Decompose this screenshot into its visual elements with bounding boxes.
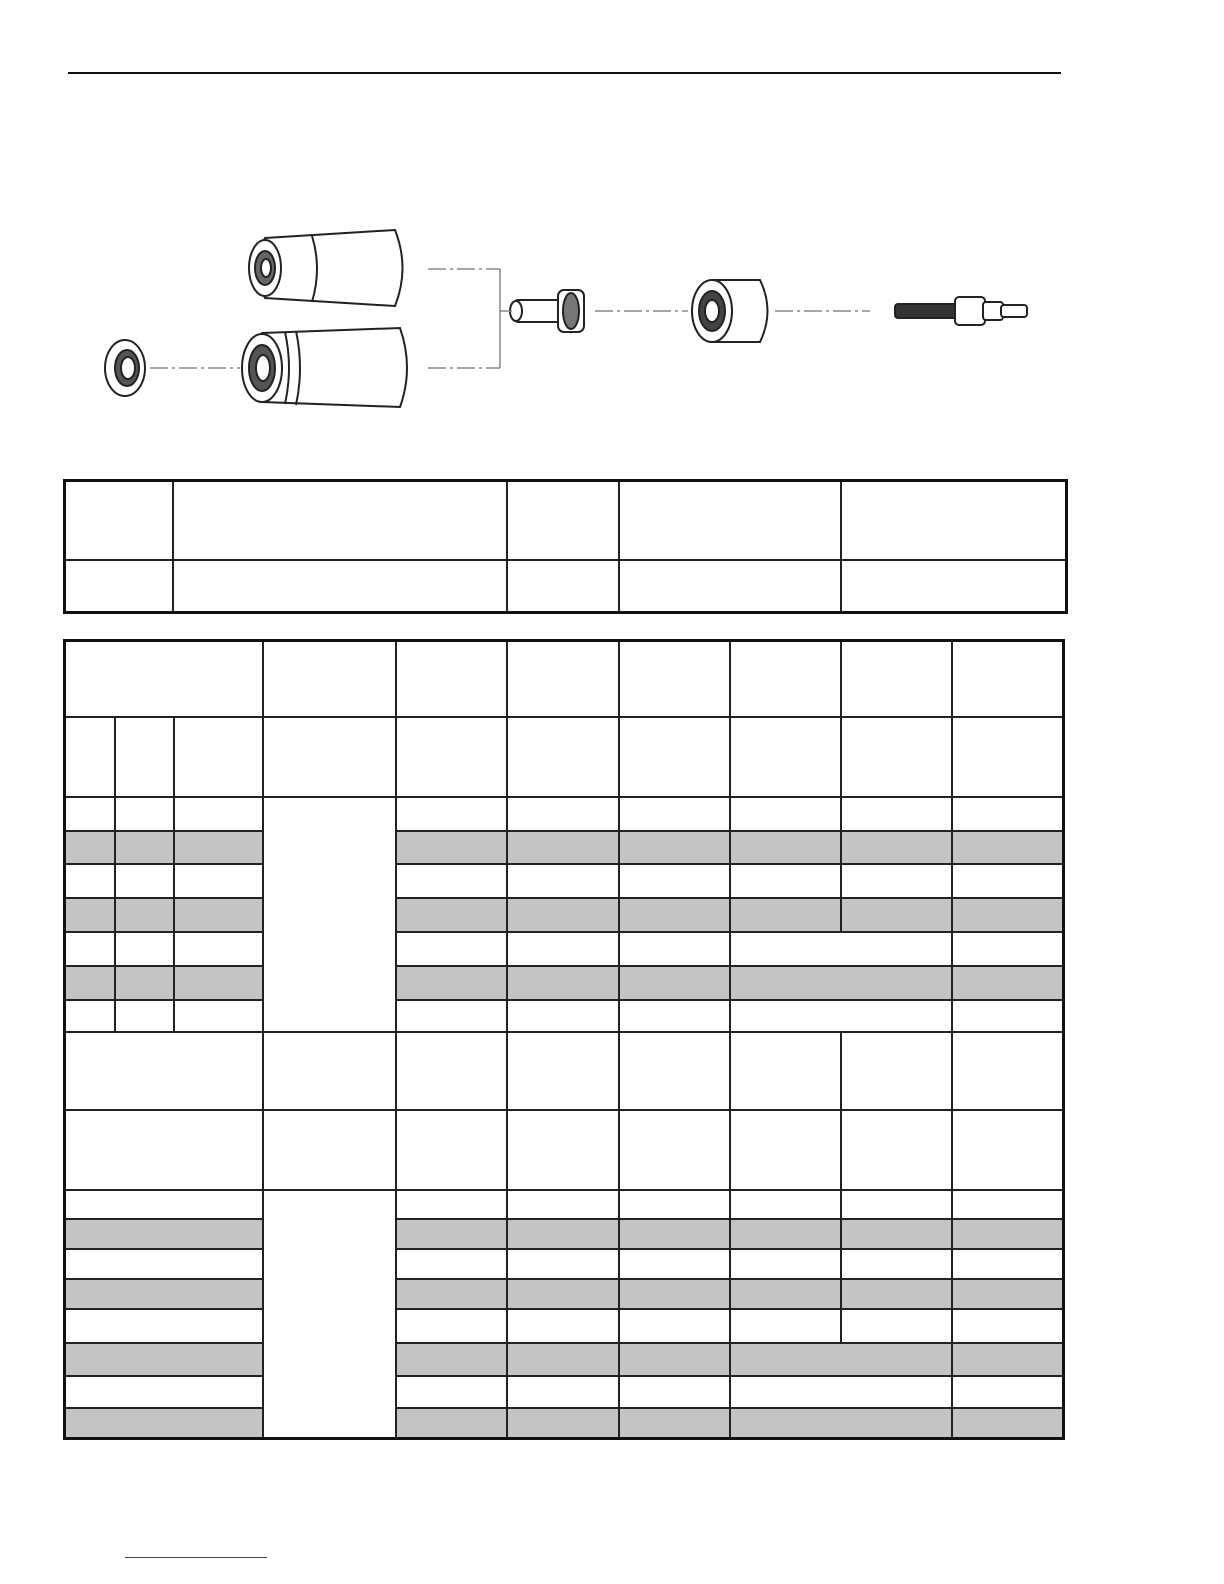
cut-chart-table [63, 639, 1065, 1440]
cell [65, 797, 115, 831]
cell [730, 797, 841, 831]
header-cell [507, 1032, 619, 1110]
cell [115, 864, 174, 898]
cell [65, 831, 115, 864]
assembly-bracket [500, 269, 512, 368]
spec-header-cell [173, 481, 507, 560]
cell [65, 1279, 263, 1309]
cell [396, 1190, 507, 1219]
subheader-cell [65, 1110, 263, 1190]
cell [730, 1309, 841, 1343]
cell [730, 1249, 841, 1279]
cell [841, 1219, 952, 1249]
section2-header-row [65, 1032, 1064, 1110]
cell [952, 1219, 1064, 1249]
cell [507, 1219, 619, 1249]
merged-cell [730, 1343, 952, 1376]
cell [174, 932, 263, 966]
deflector-ring-icon [105, 340, 145, 396]
cell [65, 1000, 115, 1032]
merged-cell [730, 1376, 952, 1408]
header-cell [507, 641, 619, 717]
merged-cell [730, 1408, 952, 1439]
cell [115, 797, 174, 831]
cell [507, 1309, 619, 1343]
cell [115, 966, 174, 1000]
cell [730, 1279, 841, 1309]
cell [396, 831, 507, 864]
subheader-cell [263, 1110, 396, 1190]
cell [65, 1249, 263, 1279]
cell [619, 1343, 730, 1376]
cell [507, 1376, 619, 1408]
cell [174, 1000, 263, 1032]
cell [396, 1376, 507, 1408]
cell [507, 864, 619, 898]
table-row [65, 1279, 1064, 1309]
table-row [65, 864, 1064, 898]
cell [65, 1309, 263, 1343]
spec-cell [173, 560, 507, 613]
cell [952, 966, 1064, 1000]
spec-cell [65, 560, 173, 613]
cell [619, 1219, 730, 1249]
table-row [65, 1219, 1064, 1249]
subheader-cell [841, 717, 952, 797]
subheader-cell [841, 1110, 952, 1190]
cell [396, 797, 507, 831]
header-cell [65, 1032, 263, 1110]
cell [952, 1408, 1064, 1439]
table-row [65, 1376, 1064, 1408]
cell [730, 898, 841, 932]
cell [65, 1190, 263, 1219]
cell [174, 966, 263, 1000]
table-row [65, 1249, 1064, 1279]
subheader-cell [65, 717, 115, 797]
cell [396, 1249, 507, 1279]
table-row [65, 898, 1064, 932]
header-cell [841, 641, 952, 717]
cell [65, 932, 115, 966]
cell [952, 1309, 1064, 1343]
cell [507, 932, 619, 966]
subheader-cell [952, 717, 1064, 797]
cell [952, 898, 1064, 932]
cell [174, 898, 263, 932]
subheader-cell [730, 1110, 841, 1190]
shield-icon [249, 230, 403, 306]
cell [396, 1219, 507, 1249]
merged-cell [263, 1190, 396, 1439]
cell [396, 898, 507, 932]
cell [65, 898, 115, 932]
spec-header-cell [507, 481, 619, 560]
cell [619, 932, 730, 966]
merged-cell [263, 797, 396, 1032]
subheader-cell [396, 1110, 507, 1190]
cell [619, 1376, 730, 1408]
header-cell [619, 641, 730, 717]
cell [841, 1309, 952, 1343]
header-cell [952, 1032, 1064, 1110]
section2-subheader-row [65, 1110, 1064, 1190]
cell [507, 898, 619, 932]
spec-cell [507, 560, 619, 613]
cell [507, 1249, 619, 1279]
table-row [65, 932, 1064, 966]
cell [619, 831, 730, 864]
cell [730, 1219, 841, 1249]
cell [730, 864, 841, 898]
header-cell [263, 641, 396, 717]
table-row [65, 1408, 1064, 1439]
cell [730, 831, 841, 864]
subheader-cell [115, 717, 174, 797]
cell [115, 1000, 174, 1032]
cell [841, 864, 952, 898]
cell [952, 864, 1064, 898]
table-row [65, 966, 1064, 1000]
cell [619, 864, 730, 898]
footer-link-underline[interactable] [125, 1557, 267, 1558]
subheader-cell [396, 717, 507, 797]
cell [507, 797, 619, 831]
spec-cell [619, 560, 841, 613]
cell [952, 797, 1064, 831]
merged-cell [730, 1000, 952, 1032]
section1-subheader-row [65, 717, 1064, 797]
subheader-cell [174, 717, 263, 797]
cell [65, 1408, 263, 1439]
header-cell [841, 1032, 952, 1110]
cell [396, 966, 507, 1000]
cell [396, 932, 507, 966]
header-cell [730, 1032, 841, 1110]
cell [952, 831, 1064, 864]
cell [507, 1190, 619, 1219]
table-row [65, 1309, 1064, 1343]
cell [619, 1190, 730, 1219]
cell [841, 797, 952, 831]
cell [952, 1343, 1064, 1376]
cell [115, 932, 174, 966]
spec-header-cell [841, 481, 1067, 560]
header-cell [396, 1032, 507, 1110]
header-cell [730, 641, 841, 717]
cell [396, 1408, 507, 1439]
cell [396, 1343, 507, 1376]
cell [952, 1190, 1064, 1219]
cell [841, 831, 952, 864]
cell [619, 1408, 730, 1439]
cell [841, 1190, 952, 1219]
swirl-ring-icon [692, 280, 768, 342]
cell [115, 898, 174, 932]
cell [507, 966, 619, 1000]
cell [952, 1376, 1064, 1408]
cell [730, 1190, 841, 1219]
subheader-cell [263, 717, 396, 797]
cell [174, 864, 263, 898]
subheader-cell [619, 717, 730, 797]
cell [65, 1376, 263, 1408]
section1-header-row [65, 641, 1064, 717]
nozzle-icon [510, 290, 584, 332]
cell [65, 1219, 263, 1249]
spec-cell [841, 560, 1067, 613]
header-cell [65, 641, 263, 717]
subheader-cell [507, 1110, 619, 1190]
cell [619, 1309, 730, 1343]
cell [841, 1279, 952, 1309]
cell [619, 1000, 730, 1032]
cell [65, 966, 115, 1000]
subheader-cell [507, 717, 619, 797]
cell [507, 1000, 619, 1032]
cell [507, 1343, 619, 1376]
subheader-cell [952, 1110, 1064, 1190]
spec-header-cell [619, 481, 841, 560]
cell [619, 966, 730, 1000]
cell [619, 797, 730, 831]
spec-data-row [65, 560, 1067, 613]
merged-cell [730, 966, 952, 1000]
subheader-cell [730, 717, 841, 797]
table-row [65, 1000, 1064, 1032]
table-row [65, 831, 1064, 864]
consumables-exploded-illustration [0, 0, 1224, 470]
cell [619, 1249, 730, 1279]
cell [396, 1000, 507, 1032]
cell [65, 1343, 263, 1376]
cell [841, 1249, 952, 1279]
cell [174, 831, 263, 864]
header-cell [952, 641, 1064, 717]
cell [507, 831, 619, 864]
cell [396, 864, 507, 898]
table-row [65, 1190, 1064, 1219]
cell [507, 1408, 619, 1439]
shield-alt-icon [242, 328, 407, 407]
cell [952, 932, 1064, 966]
cell [174, 797, 263, 831]
table-row [65, 1343, 1064, 1376]
cell [952, 1249, 1064, 1279]
cell [841, 898, 952, 932]
subheader-cell [619, 1110, 730, 1190]
spec-header-row [65, 481, 1067, 560]
electrode-icon [895, 297, 1027, 325]
cell [115, 831, 174, 864]
table-row [65, 797, 1064, 831]
cell [619, 898, 730, 932]
cell [65, 864, 115, 898]
cell [619, 1279, 730, 1309]
cell [507, 1279, 619, 1309]
spec-header-cell [65, 481, 173, 560]
cell [952, 1000, 1064, 1032]
cell [396, 1279, 507, 1309]
cell [396, 1309, 507, 1343]
spec-table [63, 479, 1068, 614]
cell [952, 1279, 1064, 1309]
header-cell [396, 641, 507, 717]
merged-cell [730, 932, 952, 966]
header-cell [263, 1032, 396, 1110]
header-cell [619, 1032, 730, 1110]
